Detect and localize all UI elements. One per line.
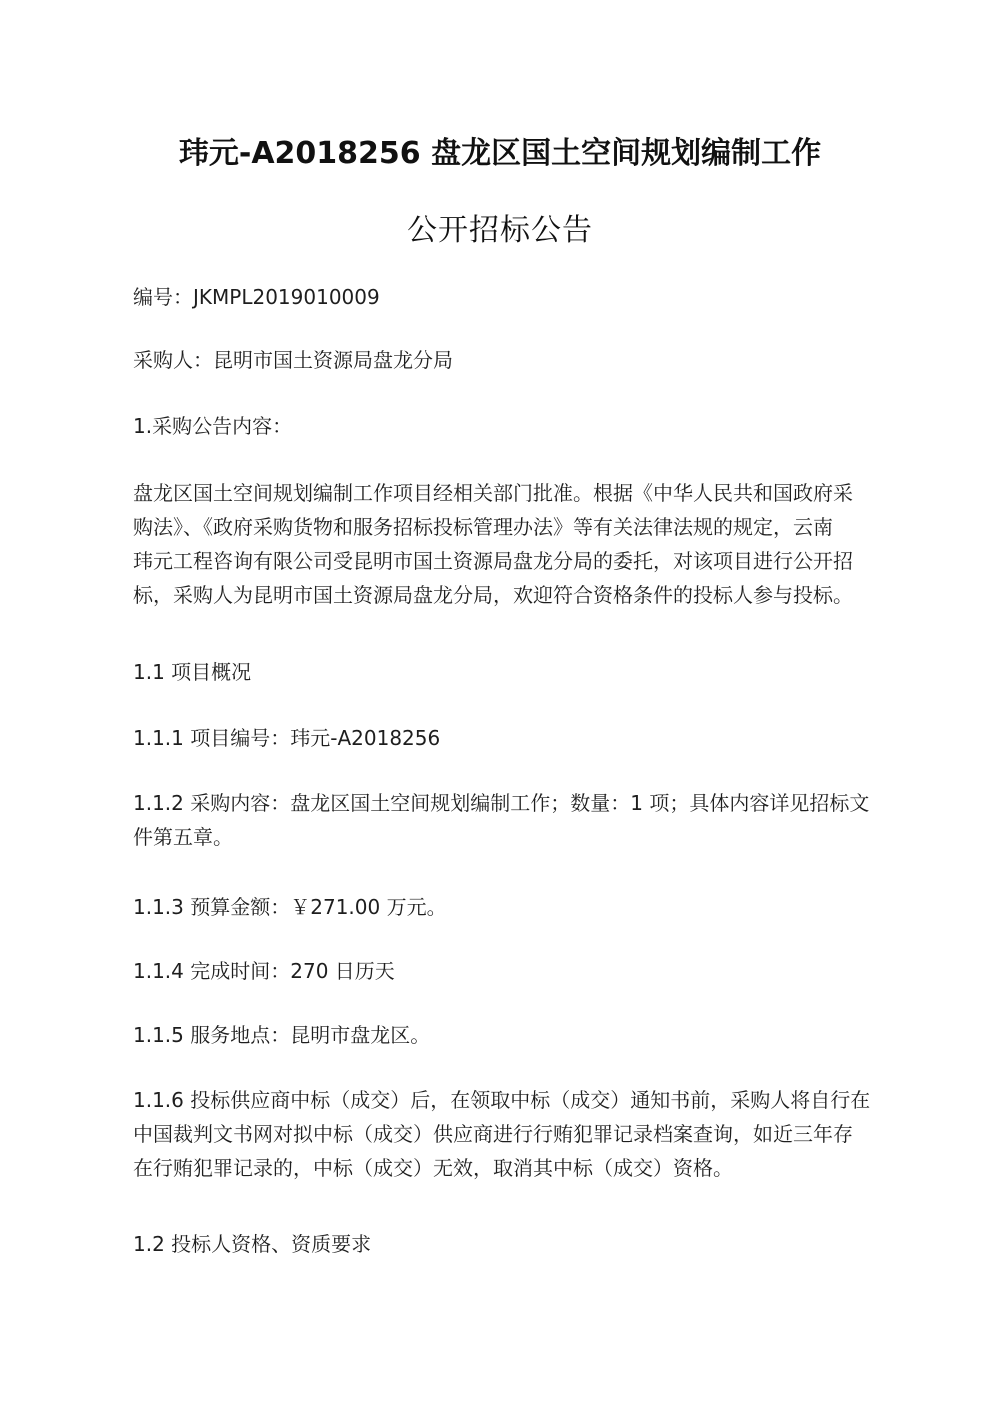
procurement-content-line: 1.1.2 采购内容：盘龙区国土空间规划编制工作；数量：1 项；具体内容详见招标文 — [133, 791, 870, 815]
completion-time-line: 1.1.4 完成时间：270 日历天 — [133, 959, 395, 983]
bribery-check-line: 在行贿犯罪记录的，中标（成交）无效，取消其中标（成交）资格。 — [133, 1156, 733, 1180]
section-1-heading: 1.采购公告内容： — [133, 414, 293, 438]
project-number-line: 1.1.1 项目编号：玮元-A2018256 — [133, 726, 441, 750]
procurement-content-line: 件第五章。 — [133, 825, 233, 849]
budget-line: 1.1.3 预算金额：￥271.00 万元。 — [133, 895, 447, 919]
section-1-1-heading: 1.1 项目概况 — [133, 660, 252, 684]
intro-paragraph — [133, 476, 873, 612]
intro-line: 购法》、《政府采购货物和服务招标投标管理办法》等有关法律法规的规定，云南 — [133, 515, 833, 539]
bribery-check-line: 中国裁判文书网对拟中标（成交）供应商进行行贿犯罪记录档案查询，如近三年存 — [133, 1122, 853, 1146]
service-location-line: 1.1.5 服务地点：昆明市盘龙区。 — [133, 1023, 431, 1047]
document-title-line1: 玮元-A2018256 盘龙区国土空间规划编制工作 — [178, 136, 822, 171]
intro-line: 玮元工程咨询有限公司受昆明市国土资源局盘龙分局的委托，对该项目进行公开招 — [133, 549, 853, 573]
intro-line: 盘龙区国土空间规划编制工作项目经相关部门批准。根据《中华人民共和国政府采 — [133, 481, 853, 505]
purchaser-line: 采购人：昆明市国土资源局盘龙分局 — [133, 348, 453, 372]
bribery-check-line: 1.1.6 投标供应商中标（成交）后，在领取中标（成交）通知书前，采购人将自行在 — [133, 1088, 871, 1112]
document-title-line2: 公开招标公告 — [407, 213, 593, 248]
procurement-content-paragraph — [133, 786, 873, 854]
document-number: 编号：JKMPL2019010009 — [133, 285, 380, 309]
bribery-check-paragraph — [133, 1083, 873, 1185]
section-1-2-heading: 1.2 投标人资格、资质要求 — [133, 1232, 372, 1256]
intro-line: 标，采购人为昆明市国土资源局盘龙分局，欢迎符合资格条件的投标人参与投标。 — [133, 583, 853, 607]
